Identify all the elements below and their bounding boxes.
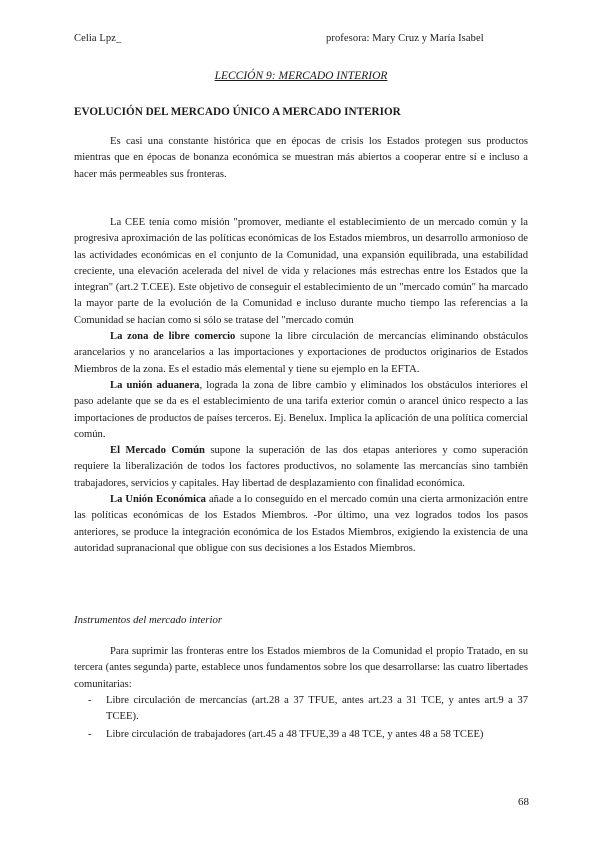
list-item-text: Libre circulación de mercancías (art.28 a 37 TFUE, antes art.23 a 31 TCE, y antes art.9 a 37 TCEE). [106, 695, 528, 723]
stage-common-market [74, 443, 528, 492]
stage-text: supone la superación de las dos etapas anteriores y como superación requiere la liberalización de todos los factores productivos, no solamente las mercancías sino también trabajadores, servicios y capitales. Hay libertad de desplazamiento con finalidad económica. [74, 445, 528, 489]
instruments-heading: Instrumentos del mercado interior [74, 614, 223, 626]
intro-paragraph [74, 134, 528, 183]
stage-term: La Unión Económica [110, 494, 206, 506]
freedoms-intro-text: Para suprimir las fronteras entre los Estados miembros de la Comunidad el propio Tratado, en su tercera (antes segunda) parte, establece unos fundamentos sobre los que desarrollarse: las cuatro libertades comunitarias: [74, 646, 528, 690]
bullet-dash: - [88, 695, 92, 706]
header-author: Celia Lpz_ [74, 33, 122, 44]
list-item [74, 693, 528, 726]
stage-text: añade a lo conseguido en el mercado común una cierta armonización entre las políticas económicas de los Estados Miembros. -Por último, una vez logrados todos los pasos anteriores, se produce la integración económica de los Estados Miembros, exigiendo la existencia de una autoridad supranacional que obligue con sus decisiones a los Estados Miembros. [74, 494, 528, 554]
lesson-title: LECCIÓN 9: MERCADO INTERIOR [214, 70, 388, 82]
list-item-text: Libre circulación de trabajadores (art.45 a 48 TFUE,39 a 48 TCE, y antes 48 a 58 TCEE) [106, 728, 484, 740]
stage-customs-union [74, 378, 528, 443]
freedoms-intro [74, 644, 528, 693]
bullet-dash: - [88, 728, 92, 740]
stage-economic-union [74, 492, 528, 557]
section-title: EVOLUCIÓN DEL MERCADO ÚNICO A MERCADO INTERIOR [74, 106, 401, 118]
stage-term: El Mercado Común [110, 445, 205, 457]
mission-paragraph: La CEE tenía como misión "promover, mediante el establecimiento de un mercado común y la progresiva aproximación de las políticas económicas de los Estados miembros, un desarrollo armonioso de las actividades económicas en el conjunto de la Comunidad, una expansión equilibrada, una estabilidad creciente, una elevación acelerada del nivel de vida y relaciones más estrechas entre los Estados que la integran" (art.2 T.CEE). Este objetivo de conseguir el establecimiento de un "mercado común" ha marcado la mayor parte de la evolución de la Comunidad e incluso durante mucho tiempo las referencias a la Comunidad se hacían como si sólo se tratase del "mercado común [74, 217, 528, 326]
intro-text: Es casi una constante histórica que en épocas de crisis los Estados protegen sus productos mientras que en épocas de bonanza económica se muestran más abiertos a cooperar entre sí e incluso a hacer más permeables sus fronteras. [74, 136, 528, 180]
page-number: 68 [518, 796, 529, 808]
stage-text: supone la libre circulación de mercancías eliminando obstáculos arancelarios y no arancelarios a las importaciones y exportaciones de productos originarios de Estados Miembros de la zona. Es el estadio más elemental y tiene su ejemplo en la EFTA. [74, 331, 528, 375]
list-item [74, 727, 528, 743]
freedoms-list [74, 693, 528, 744]
mission-and-stages [74, 215, 528, 557]
stage-term: La unión aduanera [110, 379, 200, 391]
stage-free-trade-zone [74, 329, 528, 378]
stage-term: La zona de libre comercio [110, 331, 236, 343]
stage-text: , lograda la zona de libre cambio y eliminados los obstáculos interiores el paso adelante que se da es el establecimiento de una tarifa exterior común o arancel único respecto a las importaciones de productos de países terceros. Ej. Benelux. Implica la aplicación de una política comercial común. [74, 379, 528, 440]
header-teachers: profesora: Mary Cruz y María Isabel [326, 33, 484, 44]
